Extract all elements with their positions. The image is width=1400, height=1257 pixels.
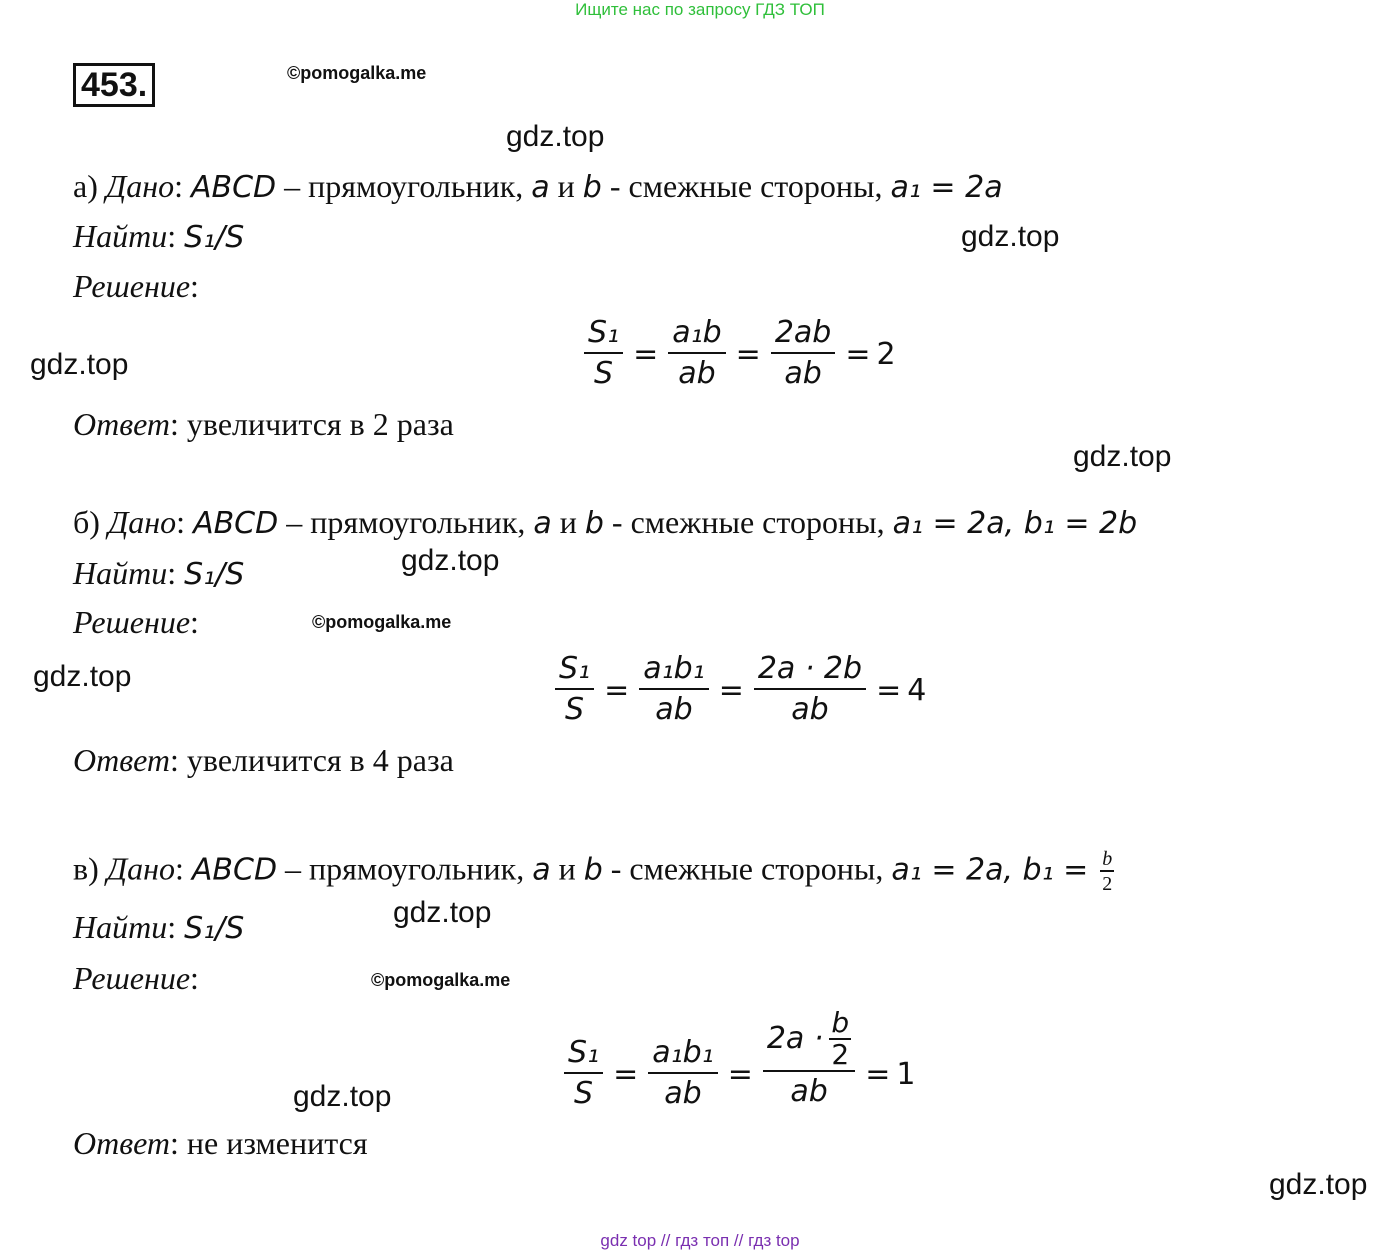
fraction (639, 650, 708, 730)
part-c-equation (560, 1006, 915, 1114)
denominator: ab (664, 1076, 702, 1111)
watermark-gdz: gdz.top (961, 220, 1060, 253)
equals-sign: = (727, 1056, 753, 1092)
answer-label: Ответ (73, 742, 170, 778)
sides-text: - смежные стороны, (601, 168, 891, 204)
fraction (763, 1008, 855, 1112)
equals-sign: = (633, 336, 659, 372)
var-b: b (584, 506, 604, 541)
equals-sign: = (735, 336, 761, 372)
numerator: S₁ (584, 314, 623, 354)
given-label: Дано (106, 850, 175, 887)
problem-number: 453. (73, 63, 155, 107)
condition: a₁ = 2a, b₁ = (891, 852, 1089, 888)
numerator (763, 1008, 855, 1072)
figure-name: ABCD (190, 170, 277, 205)
footer-links[interactable]: gdz top // гдз топ // гдз top (600, 1231, 800, 1250)
denominator: S (565, 692, 585, 727)
numerator: b (1102, 848, 1113, 870)
var-b: b (583, 852, 603, 888)
part-c-solution-label (73, 958, 199, 998)
watermark-gdz: gdz.top (33, 660, 132, 693)
fraction (754, 650, 866, 730)
top-banner: Ищите нас по запросу ГДЗ ТОП (575, 0, 825, 19)
figure-name: ABCD (193, 506, 279, 541)
figure-name: ABCD (191, 852, 278, 888)
denominator: S (574, 1076, 594, 1111)
denominator: 2 (831, 1038, 850, 1071)
and-text: и (551, 504, 585, 540)
numerator: S₁ (555, 650, 594, 690)
numerator-text: 2a · (766, 1021, 824, 1056)
answer-text: увеличится в 2 раза (178, 406, 454, 442)
fraction (564, 1034, 603, 1114)
equals-sign: = (604, 672, 630, 708)
colon: : (167, 218, 177, 254)
colon: : (167, 555, 177, 591)
denominator: ab (655, 692, 693, 727)
var-a: a (532, 852, 551, 888)
result: 4 (907, 672, 927, 708)
fraction (771, 314, 836, 394)
colon: : (175, 850, 184, 887)
answer-label: Ответ (73, 406, 170, 442)
result: 1 (896, 1056, 916, 1092)
fraction (555, 650, 594, 730)
find-label: Найти (73, 909, 168, 945)
watermark-gdz: gdz.top (30, 348, 129, 381)
given-text: – прямоугольник, (277, 850, 533, 887)
part-letter: б) (73, 504, 100, 540)
given-label: Дано (107, 504, 177, 540)
part-letter: а) (73, 168, 98, 204)
find-expr: S₁/S (184, 911, 245, 946)
part-b-find (73, 553, 244, 595)
colon: : (176, 504, 186, 540)
and-text: и (549, 168, 583, 204)
watermark-gdz: gdz.top (401, 544, 500, 577)
var-a: a (531, 170, 550, 205)
fraction (584, 314, 623, 394)
part-c-given (73, 848, 1114, 896)
condition: a₁ = 2a (890, 170, 1003, 205)
sides-text: - смежные стороны, (603, 504, 893, 540)
find-label: Найти (73, 218, 168, 254)
equals-sign: = (845, 336, 871, 372)
numerator: a₁b (668, 314, 725, 354)
denominator: ab (791, 692, 829, 727)
condition: a₁ = 2a, b₁ = 2b (892, 506, 1138, 541)
watermark-pomogalka: ©pomogalka.me (371, 970, 511, 990)
solution-label: Решение (73, 960, 191, 996)
var-b: b (582, 170, 602, 205)
part-a-answer (73, 404, 454, 444)
result: 2 (876, 336, 896, 372)
find-label: Найти (73, 555, 168, 591)
colon: : (170, 1125, 179, 1161)
var-a: a (533, 506, 552, 541)
and-text: и (550, 850, 584, 887)
denominator: ab (784, 356, 822, 391)
watermark-gdz: gdz.top (293, 1080, 392, 1113)
colon: : (174, 168, 183, 204)
given-text: – прямоугольник, (278, 504, 534, 540)
equals-sign: = (876, 672, 902, 708)
answer-label: Ответ (73, 1125, 170, 1161)
numerator: a₁b₁ (648, 1034, 717, 1074)
part-c-answer (73, 1123, 368, 1163)
colon: : (167, 909, 177, 945)
watermark-pomogalka: ©pomogalka.me (287, 63, 427, 83)
part-a-solution-label (73, 266, 199, 306)
equals-sign: = (613, 1056, 639, 1092)
colon: : (190, 268, 199, 304)
part-a-find (73, 216, 244, 258)
colon: : (190, 960, 199, 996)
part-b-solution-label (73, 602, 199, 642)
part-b-answer (73, 740, 454, 780)
part-letter: в) (73, 850, 99, 887)
colon: : (190, 604, 199, 640)
denominator: ab (790, 1074, 828, 1109)
denominator: S (594, 356, 614, 391)
given-label: Дано (105, 168, 175, 204)
fraction (668, 314, 725, 394)
equals-sign: = (718, 672, 744, 708)
answer-text: не изменится (178, 1125, 368, 1161)
denominator: ab (678, 356, 716, 391)
part-a-given (73, 166, 1003, 208)
find-expr: S₁/S (184, 220, 245, 255)
sides-text: - смежные стороны, (602, 850, 892, 887)
part-b-equation (551, 650, 926, 730)
watermark-gdz: gdz.top (1269, 1168, 1368, 1201)
given-text: – прямоугольник, (276, 168, 532, 204)
watermark-pomogalka: ©pomogalka.me (312, 612, 452, 632)
numerator: S₁ (564, 1034, 603, 1074)
numerator: a₁b₁ (639, 650, 708, 690)
watermark-gdz: gdz.top (393, 896, 492, 929)
part-a-equation (580, 314, 896, 394)
colon: : (170, 406, 179, 442)
fraction (648, 1034, 717, 1114)
half-b-fraction (1100, 848, 1114, 896)
watermark-gdz: gdz.top (1073, 440, 1172, 473)
watermark-gdz: gdz.top (506, 120, 605, 153)
equals-sign: = (865, 1056, 891, 1092)
numerator: 2a · 2b (754, 650, 866, 690)
answer-text: увеличится в 4 раза (178, 742, 454, 778)
solution-label: Решение (73, 604, 191, 640)
part-b-given (73, 502, 1137, 544)
part-c-find (73, 907, 244, 949)
half-b-fraction (829, 1008, 851, 1070)
solution-label: Решение (73, 268, 191, 304)
numerator: 2ab (771, 314, 836, 354)
colon: : (170, 742, 179, 778)
numerator: b (831, 1006, 850, 1039)
find-expr: S₁/S (184, 557, 245, 592)
denominator: 2 (1102, 873, 1113, 895)
